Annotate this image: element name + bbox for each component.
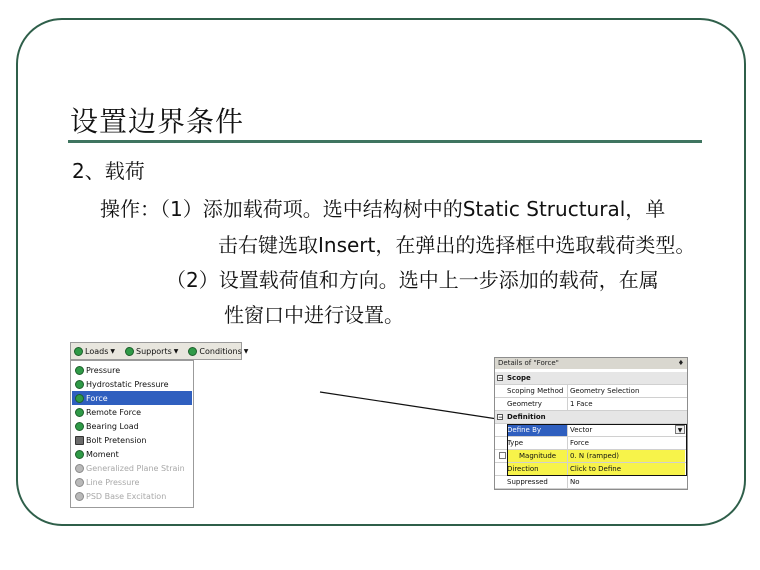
details-title-text: Details of "Force" — [498, 359, 559, 367]
property-row-direction[interactable] — [495, 463, 687, 476]
instruction-line-4: 性窗口中进行设置。 — [224, 303, 404, 327]
collapse-icon[interactable]: − — [498, 375, 504, 382]
menu-item-label: Bolt Pretension — [86, 435, 147, 445]
property-key: Type — [507, 439, 524, 447]
chevron-down-icon: ▼ — [173, 347, 179, 355]
conditions-icon — [188, 347, 197, 356]
supports-icon — [125, 347, 134, 356]
menu-item-psd-base-excitation — [72, 489, 192, 503]
conditions-label: Conditions — [199, 346, 242, 356]
property-row-suppressed[interactable] — [495, 476, 687, 489]
property-value[interactable]: Geometry Selection — [567, 385, 685, 397]
supports-label: Supports — [135, 346, 172, 356]
property-value[interactable]: Click to Define — [567, 463, 685, 475]
property-row-magnitude[interactable] — [495, 450, 687, 463]
loads-menu-screenshot — [70, 342, 249, 508]
loads-icon — [74, 347, 83, 356]
property-key: Suppressed — [507, 478, 548, 486]
pressure-icon — [75, 366, 84, 375]
property-value[interactable]: 1 Face — [567, 398, 685, 410]
menu-item-label: Remote Force — [86, 407, 142, 417]
moment-icon — [75, 450, 84, 459]
instruction-line-3: （2）设置载荷值和方向。选中上一步添加的载荷，在属 — [166, 268, 659, 292]
menu-item-bolt-pretension[interactable] — [72, 433, 192, 447]
menu-item-label: Force — [86, 393, 108, 403]
force-icon — [75, 394, 84, 403]
collapse-icon[interactable]: − — [498, 414, 504, 421]
slide-title: 设置边界条件 — [70, 105, 245, 138]
instruction-line-2: 击右键选取Insert，在弹出的选择框中选取载荷类型。 — [218, 233, 696, 257]
property-key: Magnitude — [507, 450, 579, 462]
property-row-type[interactable] — [495, 437, 687, 450]
instruction-line-1: 操作：（1）添加载荷项。选中结构树中的Static Structural，单 — [100, 197, 666, 221]
property-value[interactable]: Force — [567, 437, 685, 449]
bearing-load-icon — [75, 422, 84, 431]
menu-item-moment[interactable] — [72, 447, 192, 461]
details-panel-title — [495, 358, 687, 369]
menu-item-bearing-load[interactable] — [72, 419, 192, 433]
generalized-plane-strain-icon — [75, 464, 84, 473]
pin-icon[interactable]: ♦ — [677, 359, 684, 367]
menu-item-label: Bearing Load — [86, 421, 139, 431]
remote-force-icon — [75, 408, 84, 417]
parameter-checkbox[interactable] — [499, 452, 506, 459]
menu-item-hydrostatic-pressure[interactable] — [72, 377, 192, 391]
category-scope[interactable] — [495, 372, 687, 385]
pointer-arrow — [318, 388, 508, 428]
section-heading: 2、载荷 — [72, 159, 145, 183]
menu-item-generalized-plane-strain — [72, 461, 192, 475]
category-label: Definition — [507, 413, 546, 421]
property-value[interactable]: No — [567, 476, 685, 488]
menu-item-label: Pressure — [86, 365, 121, 375]
chevron-down-icon: ▼ — [243, 347, 249, 355]
property-key: Geometry — [507, 400, 542, 408]
chevron-down-icon[interactable]: ▼ — [675, 425, 685, 434]
conditions-toolbar-button[interactable] — [185, 347, 251, 356]
menu-item-force[interactable] — [72, 391, 192, 405]
menu-item-label: Generalized Plane Strain — [86, 463, 185, 473]
loads-dropdown — [70, 360, 194, 508]
property-row-scoping-method[interactable] — [495, 385, 687, 398]
menu-item-label: PSD Base Excitation — [86, 491, 167, 501]
property-key: Direction — [507, 463, 567, 475]
property-row-define-by[interactable] — [495, 424, 687, 437]
property-key: Define By — [507, 424, 567, 436]
category-label: Scope — [507, 374, 531, 382]
loads-toolbar-button[interactable] — [71, 347, 118, 356]
category-definition[interactable] — [495, 411, 687, 424]
property-value[interactable]: Vector — [567, 424, 685, 436]
property-value[interactable]: 0. N (ramped) — [567, 450, 685, 462]
property-key: Scoping Method — [507, 387, 564, 395]
supports-toolbar-button[interactable] — [122, 347, 181, 356]
menu-item-label: Moment — [86, 449, 119, 459]
menu-item-remote-force[interactable] — [72, 405, 192, 419]
psd-base-excitation-icon — [75, 492, 84, 501]
hydrostatic-pressure-icon — [75, 380, 84, 389]
menu-item-label: Line Pressure — [86, 477, 140, 487]
chevron-down-icon: ▼ — [110, 347, 115, 355]
loads-label: Loads — [85, 346, 109, 356]
bolt-pretension-icon — [75, 436, 84, 445]
menu-item-pressure[interactable] — [72, 363, 192, 377]
property-row-geometry[interactable] — [495, 398, 687, 411]
menu-item-label: Hydrostatic Pressure — [86, 379, 169, 389]
title-underline — [68, 140, 702, 143]
details-panel — [494, 357, 688, 490]
load-toolbar — [70, 342, 249, 360]
line-pressure-icon — [75, 478, 84, 487]
menu-item-line-pressure — [72, 475, 192, 489]
